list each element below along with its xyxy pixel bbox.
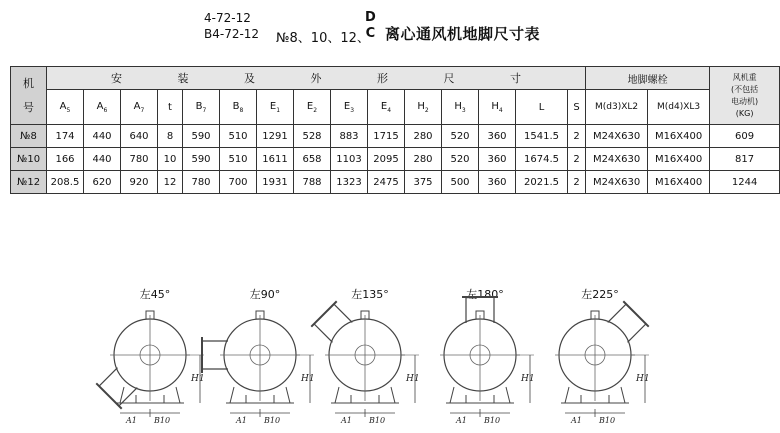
model-line-2: B4-72-12 <box>204 27 260 41</box>
value-cell: 1674.5 <box>516 148 568 171</box>
column-header: S <box>568 90 586 125</box>
value-cell: 2021.5 <box>516 171 568 194</box>
value-cell: 10 <box>158 148 183 171</box>
value-cell: 12 <box>158 171 183 194</box>
value-cell: 510 <box>220 148 257 171</box>
table-row <box>11 148 780 171</box>
dimension-table <box>10 66 780 194</box>
h1-label: H1 <box>406 374 420 384</box>
bolt-cell: M24X630 <box>586 171 648 194</box>
orientation-diagram <box>205 278 325 433</box>
weight-cell: 609 <box>710 125 780 148</box>
value-cell: 2095 <box>368 148 405 171</box>
orientation-diagram <box>95 278 215 433</box>
a1-label: A1 <box>571 416 582 425</box>
bolt-cell: M24X630 <box>586 148 648 171</box>
a1-label: A1 <box>126 416 137 425</box>
value-cell: 520 <box>442 125 479 148</box>
value-cell: 440 <box>84 148 121 171</box>
value-cell: 1715 <box>368 125 405 148</box>
outlet-flange <box>96 383 121 408</box>
value-cell: 1323 <box>331 171 368 194</box>
value-cell: 280 <box>405 125 442 148</box>
value-cell: 620 <box>84 171 121 194</box>
outlet-outline <box>99 368 137 406</box>
model-cell: №8 <box>11 125 47 148</box>
fan-orientation-diagrams <box>0 278 745 433</box>
left-foot <box>565 387 581 403</box>
value-cell: 520 <box>442 148 479 171</box>
value-cell: 780 <box>183 171 220 194</box>
column-header: $H_4$ <box>479 90 516 125</box>
value-cell: 590 <box>183 125 220 148</box>
column-header: $A_6$ <box>84 90 121 125</box>
right-foot <box>609 387 625 403</box>
value-cell: 1611 <box>257 148 294 171</box>
left-foot <box>120 387 136 403</box>
b10-label: B10 <box>484 416 501 425</box>
a1-label: A1 <box>456 416 467 425</box>
value-cell: 658 <box>294 148 331 171</box>
value-cell: 440 <box>84 125 121 148</box>
value-cell: 166 <box>47 148 84 171</box>
right-foot <box>494 387 510 403</box>
value-cell: 883 <box>331 125 368 148</box>
value-cell: 510 <box>220 125 257 148</box>
value-cell: 788 <box>294 171 331 194</box>
bolt-header: 地脚螺栓 <box>586 67 710 90</box>
left-foot <box>230 387 246 403</box>
value-cell: 500 <box>442 171 479 194</box>
right-foot <box>164 387 180 403</box>
fan-drawing <box>95 300 215 430</box>
column-header: $E_1$ <box>257 90 294 125</box>
fan-drawing <box>425 300 545 430</box>
bolt-column-header: M(d4)XL3 <box>648 90 710 125</box>
column-header: $A_7$ <box>121 90 158 125</box>
outlet-outline <box>314 304 352 342</box>
orientation-label: 左180° <box>466 288 504 301</box>
value-cell: 360 <box>479 171 516 194</box>
value-cell: 780 <box>121 148 158 171</box>
outlet-flange <box>623 301 648 326</box>
column-header: $E_2$ <box>294 90 331 125</box>
column-header: $H_3$ <box>442 90 479 125</box>
column-header: $H_2$ <box>405 90 442 125</box>
value-cell: 1541.5 <box>516 125 568 148</box>
h1-label: H1 <box>636 374 650 384</box>
left-foot <box>335 387 351 403</box>
bolt-cell: M24X630 <box>586 125 648 148</box>
page-title: 离心通风机地脚尺寸表 <box>385 25 541 43</box>
table-row <box>11 125 780 148</box>
value-cell: 2 <box>568 171 586 194</box>
column-header: t <box>158 90 183 125</box>
model-cell: №10 <box>11 148 47 171</box>
value-cell: 2 <box>568 148 586 171</box>
bolt-column-header: M(d3)XL2 <box>586 90 648 125</box>
value-cell: 2 <box>568 125 586 148</box>
model-cell: №12 <box>11 171 47 194</box>
dimensions-group-header: 安 装 及 外 形 尺 寸 <box>47 67 586 90</box>
orientation-diagram <box>425 278 545 433</box>
bolt-cell: M16X400 <box>648 148 710 171</box>
size-list: №8、10、12、 <box>276 31 370 46</box>
value-cell: 528 <box>294 125 331 148</box>
value-cell: 2475 <box>368 171 405 194</box>
h1-label: H1 <box>191 374 205 384</box>
a1-label: A1 <box>341 416 352 425</box>
table-row <box>11 171 780 194</box>
orientation-label: 左45° <box>139 288 171 301</box>
drive-type-c: C <box>365 26 376 41</box>
left-foot <box>450 387 466 403</box>
model-numbers <box>204 10 259 42</box>
value-cell: 700 <box>220 171 257 194</box>
b10-label: B10 <box>264 416 281 425</box>
drive-type-d: D <box>365 10 376 25</box>
bolt-cell: M16X400 <box>648 171 710 194</box>
model-line-1: 4-72-12 <box>204 11 251 25</box>
outlet-outline <box>608 304 646 342</box>
orientation-label: 左90° <box>249 288 281 301</box>
weight-cell: 1244 <box>710 171 780 194</box>
column-header: $B_8$ <box>220 90 257 125</box>
h1-label: H1 <box>301 374 315 384</box>
column-header: $E_3$ <box>331 90 368 125</box>
b10-label: B10 <box>599 416 616 425</box>
value-cell: 640 <box>121 125 158 148</box>
bolt-cell: M16X400 <box>648 125 710 148</box>
value-cell: 1291 <box>257 125 294 148</box>
b10-label: B10 <box>154 416 171 425</box>
value-cell: 1103 <box>331 148 368 171</box>
outlet-flange <box>311 301 336 326</box>
drive-type-stack <box>365 10 376 42</box>
h1-label: H1 <box>521 374 535 384</box>
column-header: $A_5$ <box>47 90 84 125</box>
weight-cell: 817 <box>710 148 780 171</box>
value-cell: 208.5 <box>47 171 84 194</box>
value-cell: 1931 <box>257 171 294 194</box>
right-foot <box>274 387 290 403</box>
orientation-label: 左225° <box>581 288 619 301</box>
orientation-label: 左135° <box>351 288 389 301</box>
title-block <box>200 10 600 48</box>
column-header: $E_4$ <box>368 90 405 125</box>
value-cell: 8 <box>158 125 183 148</box>
column-header: L <box>516 90 568 125</box>
b10-label: B10 <box>369 416 386 425</box>
value-cell: 360 <box>479 125 516 148</box>
weight-header: 风机重 (不包括 电动机) (KG) <box>710 67 780 125</box>
a1-label: A1 <box>236 416 247 425</box>
fan-drawing <box>310 300 430 430</box>
column-header: $B_7$ <box>183 90 220 125</box>
fan-drawing <box>540 300 660 430</box>
value-cell: 375 <box>405 171 442 194</box>
fan-drawing <box>205 300 325 430</box>
value-cell: 920 <box>121 171 158 194</box>
right-foot <box>379 387 395 403</box>
machine-number-header: 机 号 <box>11 67 47 125</box>
orientation-diagram <box>310 278 430 433</box>
value-cell: 360 <box>479 148 516 171</box>
value-cell: 590 <box>183 148 220 171</box>
value-cell: 174 <box>47 125 84 148</box>
value-cell: 280 <box>405 148 442 171</box>
orientation-diagram <box>540 278 660 433</box>
